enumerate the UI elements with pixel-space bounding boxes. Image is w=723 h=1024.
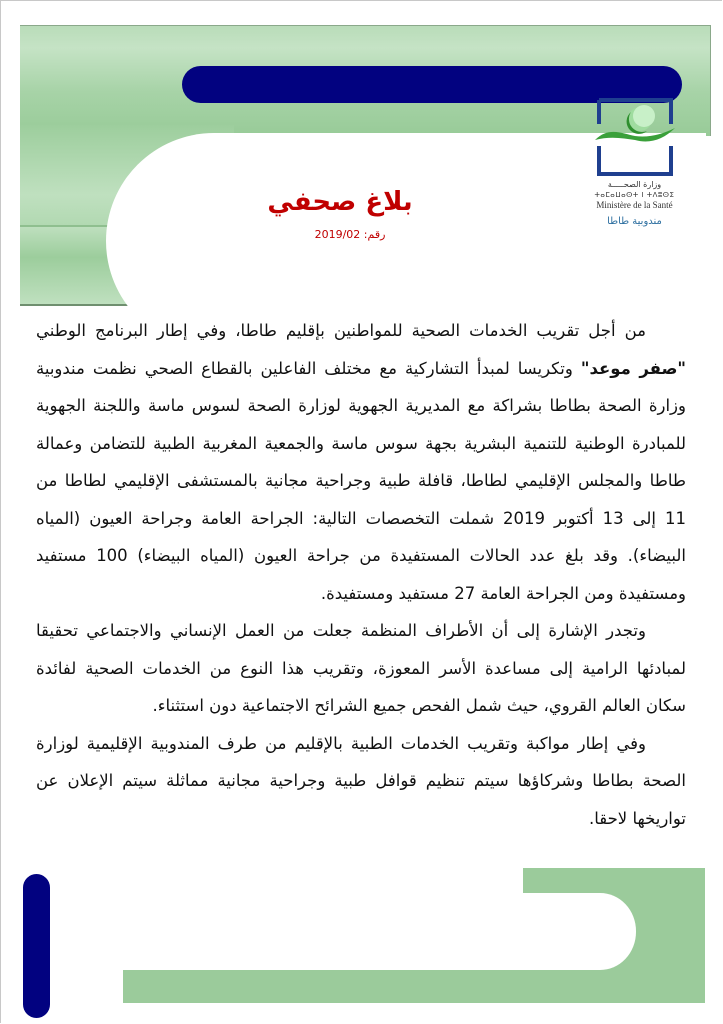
program-name: "صفر موعد" [580, 358, 687, 378]
footer-white-notch [123, 868, 523, 893]
reference-number: رقم: 2019/02 [314, 228, 386, 241]
footer-blue-bar [23, 874, 50, 1018]
ministry-logo [592, 98, 677, 236]
delegation-name: مندوبية طاطا [607, 216, 662, 227]
ministry-name-tifinagh: ⵜⴰⵎⴰⵡⴰⵙⵜ ⵏ ⵜⴷⵓⵙⵉ [594, 191, 675, 199]
page-title: بلاغ صحفي [267, 187, 413, 217]
paragraph-1 [36, 312, 686, 612]
paragraph-1-intro: من أجل تقريب الخدمات الصحية للمواطنين بإقليم طاطا، وفي إطار البرنامج الوطني [36, 321, 646, 340]
ministry-name-french: Ministère de la Santé [596, 200, 673, 210]
ministry-name-arabic: وزارة الصحـــــة [607, 180, 662, 189]
paragraph-3: وفي إطار مواكبة وتقريب الخدمات الطبية بالإقليم من طرف المندوبية الإقليمية لوزارة الصحة بطاطا وشركاؤها سيتم تنظيم قوافل طبية وجراحية مجانية مماثلة سيتم الإعلان عن تواريخها لاحقا. [36, 733, 686, 828]
press-release-body [36, 312, 686, 837]
ministry-emblem-icon [595, 98, 675, 176]
paragraph-1-rest: وتكريسا لمبدأ التشاركية مع مختلف الفاعلين بالقطاع الصحي نظمت مندوبية وزارة الصحة بطاطا بشراكة مع المديرية الجهوية لوزارة الصحة لسوس ماسة واللجنة الجهوية للمبادرة الوطنية للتنمية البشرية بجهة سوس ماسة والجمعية المغربية الطبية للتضامن وعمالة طاطا والمجلس الإقليمي لطاطا، قافلة طبية وجراحية مجانية بالمستشفى الإقليمي لطاطا من 11 إلى 13 أكتوبر 2019 شملت التخصصات التالية: الجراحة العامة وجراحة العيون (المياه البيضاء). وقد بلغ عدد الحالات المستفيدة من جراحة العيون (المياه البيضاء) 100 مستفيد ومستفيدة ومن الجراحة العامة 27 مستفيد ومستفيدة. [36, 358, 686, 603]
footer-white-panel [123, 893, 636, 970]
paragraph-2: وتجدر الإشارة إلى أن الأطراف المنظمة جعلت من العمل الإنساني والاجتماعي تحقيقا لمبادئها الرامية إلى مساعدة الأسر المعوزة، وتقريب هذا النوع من الخدمات الصحية لفائدة سكان العالم القروي، حيث شمل الفحص جميع الشرائح الاجتماعية دون استثناء. [36, 621, 686, 715]
